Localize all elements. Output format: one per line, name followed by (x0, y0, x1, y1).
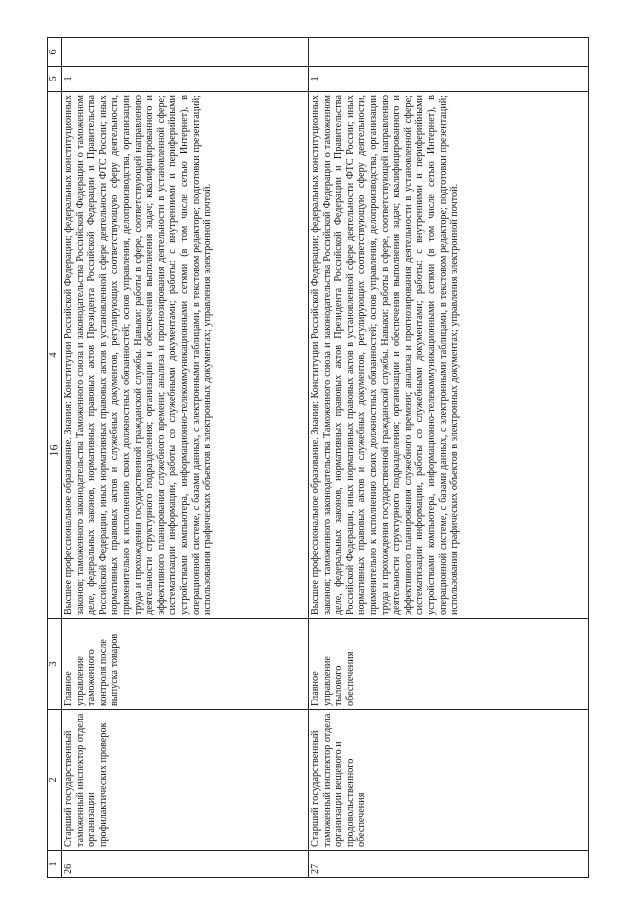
column-header-4: 4 (48, 92, 62, 619)
page-number: 16 (46, 444, 61, 457)
requirements-table (47, 37, 589, 878)
row-number: 27 (309, 851, 589, 878)
table-row (309, 38, 589, 878)
column-6-value (62, 38, 309, 67)
department-name: Главное управление таможенного контроля после выпуска товаров (62, 619, 309, 710)
column-header-3: 3 (48, 619, 62, 710)
table-header-row (48, 38, 62, 878)
column-6-value (309, 38, 589, 67)
column-header-5: 5 (48, 67, 62, 92)
column-header-2: 2 (48, 710, 62, 851)
table-row (62, 38, 309, 878)
row-number: 26 (62, 851, 309, 878)
column-5-value: 1 (309, 67, 589, 92)
department-name: Главное управление тылового обеспечения (309, 619, 589, 710)
column-header-6: 6 (48, 38, 62, 67)
qualification-requirements: Высшее профессиональное образование. Знания: Конституции Российской Федерации; федеральных конституционных законов; таможенного законодательства Таможенного союза и законодательства Российской Федерации о таможенном деле, федеральных законов, нормативных правовых актов Президента Российской Федерации и Правительства Российской Федерации, иных нормативных правовых актов в установленной сфере деятельности ФТС России; иных нормативных правовых актов и служебных документов, регулирующих соответствующую сферу деятельности, применительно к исполнению своих должностных обязанностей; основ управления, делопроизводства, организации труда и прохождения государственной гражданской службы. Навыки: работы в сфере, соответствующей направлению деятельности структурного подразделения; организации и обеспечения выполнения задач; квалифицированного и эффективного планирования служебного времени; анализа и прогнозирования деятельности в установленной сфере; систематизации информации, работы со служебными документами; работы: с внутренними и периферийными устройствами компьютера, информационно-телекоммуникационными сетями (в том числе сетью Интернет), в операционной системе, с базами данных, с электронными таблицами, в текстовом редакторе; подготовки презентаций; использования графических объектов в электронных документах; управления электронной почтой. (62, 92, 309, 619)
position-title: Старший государственный таможенный инспектор отдела организации профилактических проверок (62, 710, 309, 851)
qualification-requirements: Высшее профессиональное образование. Знания: Конституции Российской Федерации; федеральных конституционных законов; таможенного законодательства Таможенного союза и законодательства Российской Федерации о таможенном деле, федеральных законов, нормативных правовых актов Президента Российской Федерации и Правительства Российской Федерации, иных нормативных правовых актов в установленной сфере деятельности ФТС России; иных нормативных правовых актов и служебных документов, регулирующих соответствующую сферу деятельности, применительно к исполнению своих должностных обязанностей; основ управления, делопроизводства, организации труда и прохождения государственной гражданской службы. Навыки: работы в сфере, соответствующей направлению деятельности структурного подразделения; организации и обеспечения выполнения задач; квалифицированного и эффективного планирования служебного времени; анализа и прогнозирования деятельности в установленной сфере; систематизации информации, работы со служебными документами; работы: с внутренними и периферийными устройствами компьютера, информационно-телекоммуникационными сетями (в том числе сетью Интернет), в операционной системе, с базами данных, с электронными таблицами, в текстовом редакторе; подготовки презентаций; использования графических объектов в электронных документах; управления электронной почтой. (309, 92, 589, 619)
position-title: Старший государственный таможенный инспектор отдела организации вещевого и продовольственного обеспечения (309, 710, 589, 851)
rotated-table-container (47, 49, 603, 878)
column-header-1: 1 (48, 851, 62, 878)
column-5-value: 1 (62, 67, 309, 92)
